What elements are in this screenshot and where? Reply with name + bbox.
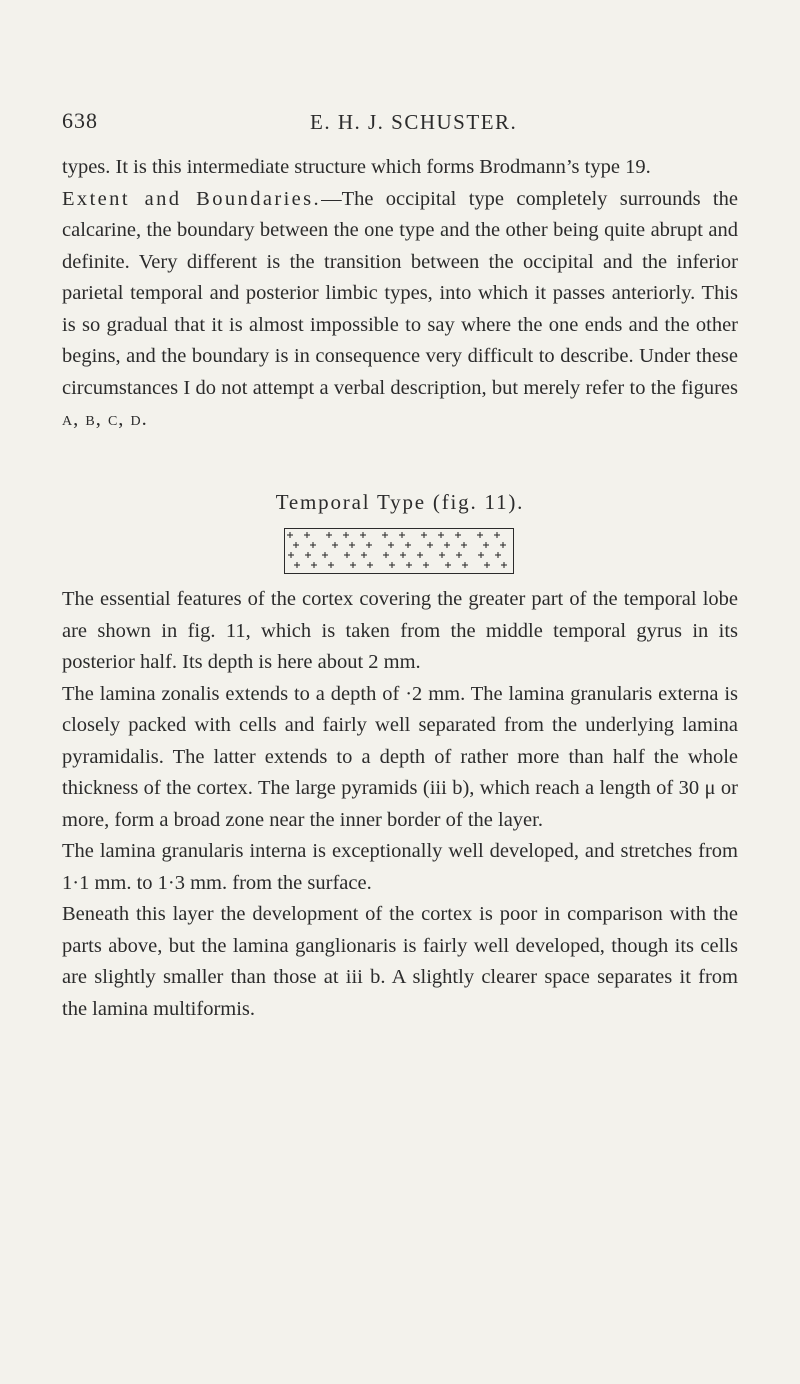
body-paragraph-2: The lamina zonalis extends to a depth of ·2 mm. The lamina granularis externa is closely packed with cells and fairly well separated from the underlying lamina pyramidalis. The latter extends to a depth of rather more than half the whole thickness of the cortex. The large pyramids (iii b), which reach a length of 30 μ or more, form a broad zone near the inner border of the layer. bbox=[62, 682, 738, 831]
body-paragraph-1: The essential features of the cortex covering the greater part of the temporal lobe are shown in fig. 11, which is taken from the middle temporal gyrus in its posterior half. Its depth is here about 2 mm. bbox=[62, 588, 738, 673]
figure-references: a, b, c, d. bbox=[62, 408, 148, 430]
extent-boundaries-body: —The occipital type completely surrounds the calcarine, the boundary between the one type and the other being quite abrupt and definite. Very different is the transition between the occipital and the inferior parietal temporal and posterior limbic types, into which it passes anteriorly. This is so gradual that it is almost impossible to say where the one ends and the other begins, and the boundary is in consequence very difficult to describe. Under these circumstances I do not attempt a verbal description, but merely refer to the figures bbox=[62, 187, 738, 399]
running-head: E. H. J. SCHUSTER. bbox=[310, 110, 518, 134]
body-paragraph-3: The lamina granularis interna is exceptionally well developed, and stretches from 1·1 mm. to 1·3 mm. from the surface. bbox=[62, 840, 738, 894]
figure-11 bbox=[284, 528, 514, 574]
intro-paragraph-2 bbox=[62, 184, 738, 436]
page-number: 638 bbox=[62, 108, 98, 133]
intro-text bbox=[62, 152, 738, 436]
body-paragraph-4: Beneath this layer the development of the cortex is poor in comparison with the parts above, but the lamina ganglionaris is fairly well developed, though its cells are slightly smaller than those at iii b. A slightly clearer space separates it from the lamina multiformis. bbox=[62, 903, 738, 1020]
section-title: Temporal Type (fig. 11). bbox=[275, 490, 525, 514]
extent-boundaries-heading: Extent and Boundaries. bbox=[62, 187, 322, 210]
crosses-diagram-icon bbox=[285, 529, 512, 572]
body-text bbox=[62, 584, 738, 1025]
intro-paragraph-1: types. It is this intermediate structure which forms Brodmann’s type 19. bbox=[62, 156, 651, 178]
